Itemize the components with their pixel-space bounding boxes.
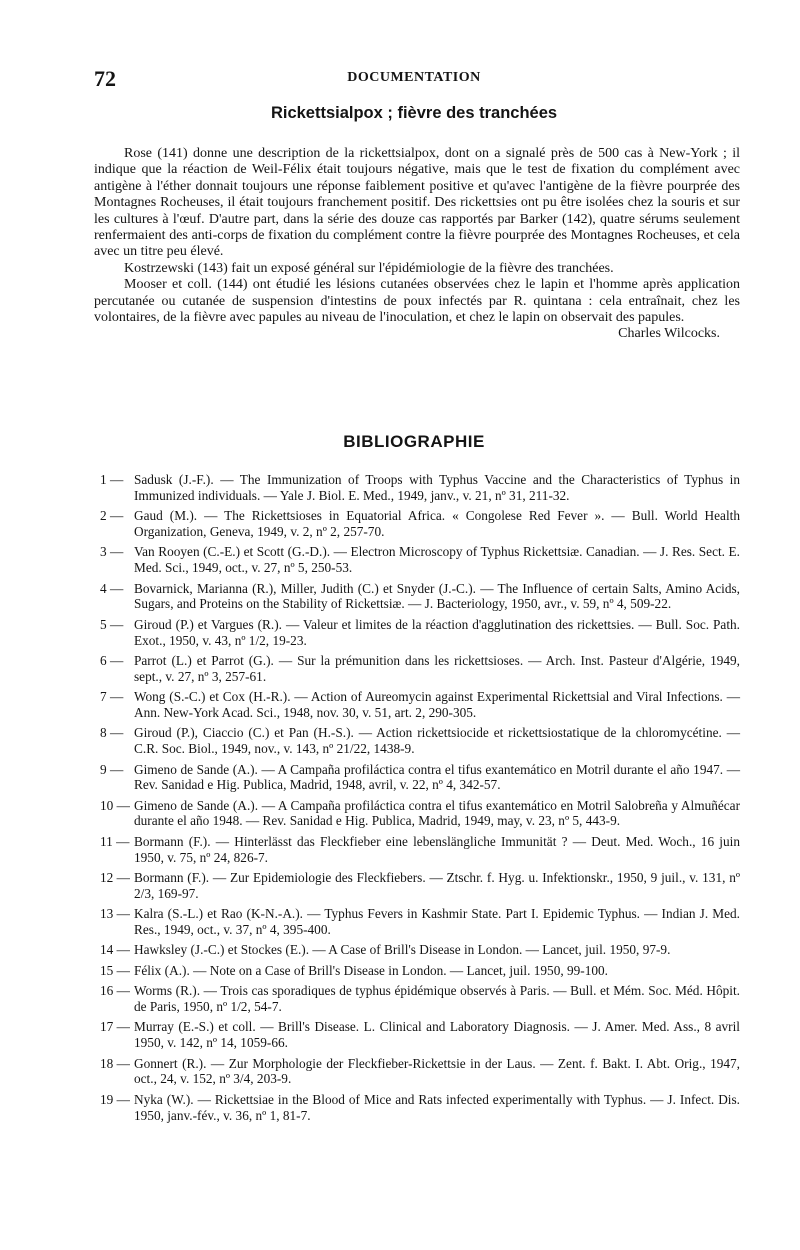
entry-text: Giroud (P.) et Vargues (R.). — Valeur et limites de la réaction d'agglutination des rickettsies. — Bull. Soc. Path. Exot., 1950, v. 43, nº 1/2, 19-23. [134, 616, 740, 648]
bibliography-entry [100, 1019, 740, 1051]
entry-text: Gimeno de Sande (A.). — A Campaña profiláctica contra el tifus exantemático en Motril Salobreña y Almuñécar durante el año 1948. — Rev. Sanidad e Hig. Publica, Madrid, 1949, may, v. 23, nº 5, 443-9. [134, 797, 740, 829]
entry-text: Hawksley (J.-C.) et Stockes (E.). — A Case of Brill's Disease in London. — Lancet, juil. 1950, 97-9. [134, 942, 671, 958]
bibliography-entry [100, 581, 740, 613]
entry-text: Bovarnick, Marianna (R.), Miller, Judith (C.) et Snyder (J.-C.). — The Influence of certain Salts, Amino Acids, Sugars, and Proteins on the Stability of Rickettsiæ. — J. Bacteriology, 1950, avr., v. 59, nº 4, 509-22. [134, 580, 740, 612]
bibliography-entry [100, 1056, 740, 1088]
entry-text: Murray (E.-S.) et coll. — Brill's Disease. L. Clinical and Laboratory Diagnosis. — J. Amer. Med. Ass., 8 avril 1950, v. 142, nº 14, 1059-66. [134, 1019, 740, 1051]
entry-text: Van Rooyen (C.-E.) et Scott (G.-D.). — Electron Microscopy of Typhus Rickettsiæ. Canadian. — J. Res. Sect. E. Med. Sci., 1949, oct., v. 27, nº 5, 250-53. [134, 544, 740, 576]
entry-number: 18 — [100, 1055, 130, 1071]
bibliography-entry [100, 983, 740, 1015]
bibliography-entry [100, 798, 740, 830]
entry-number: 5 — [100, 616, 124, 632]
paragraph-kostrzewski: Kostrzewski (143) fait un exposé général sur l'épidémiologie de la fièvre des tranchées. [124, 260, 614, 276]
entry-number: 3 — [100, 544, 124, 560]
bibliography-entry [100, 508, 740, 540]
entry-number: 12 — [100, 870, 130, 886]
entry-text: Giroud (P.), Ciaccio (C.) et Pan (H.-S.). — Action rickettsiocide et rickettsiostatique de la chloromycétine. — C.R. Soc. Biol., 1949, nov., v. 143, nº 21/22, 1438-9. [134, 725, 740, 757]
entry-number: 9 — [100, 761, 124, 777]
bibliography-entry [100, 834, 740, 866]
entry-number: 16 — [100, 983, 130, 999]
bibliography-entry [100, 942, 740, 958]
author-signature: Charles Wilcocks. [618, 326, 720, 342]
bibliography-entry [100, 617, 740, 649]
entry-number: 7 — [100, 689, 124, 705]
bibliography-entry [100, 653, 740, 685]
entry-number: 11 — [100, 833, 130, 849]
entry-number: 10 — [100, 797, 130, 813]
page-number: 72 [94, 66, 116, 91]
bibliography-entry [100, 725, 740, 757]
bibliography-title: BIBLIOGRAPHIE [343, 432, 485, 451]
bibliography-entry [100, 472, 740, 504]
paragraph-mooser: Mooser et coll. (144) ont étudié les lésions cutanées observées chez le lapin et l'homme après application percutanée ou cutanée de suspension d'intestins de poux infectés par R. quintana : cela entraînait, chez les volontaires, de la fièvre avec papules au niveau de l'inoculation, et chez le lapin on observait des papules. [94, 277, 740, 326]
entry-number: 4 — [100, 580, 124, 596]
entry-number: 6 — [100, 652, 124, 668]
entry-number: 13 — [100, 906, 130, 922]
entry-number: 17 — [100, 1019, 130, 1035]
entry-text: Félix (A.). — Note on a Case of Brill's Disease in London. — Lancet, juil. 1950, 99-100. [134, 962, 608, 978]
entry-text: Kalra (S.-L.) et Rao (K-N.-A.). — Typhus Fevers in Kashmir State. Part I. Epidemic Typhus. — Indian J. Med. Res., 1949, oct., v. 37, nº 4, 395-400. [134, 906, 740, 938]
entry-number: 8 — [100, 725, 124, 741]
bibliography-entry [100, 544, 740, 576]
entry-number: 2 — [100, 508, 124, 524]
bibliography-list [100, 472, 740, 1128]
entry-text: Gaud (M.). — The Rickettsioses in Equatorial Africa. « Congolese Red Fever ». — Bull. World Health Organization, Geneva, 1949, v. 2, nº 2, 257-70. [134, 508, 740, 539]
entry-text: Parrot (L.) et Parrot (G.). — Sur la prémunition dans les rickettsioses. — Arch. Inst. Pasteur d'Algérie, 1949, sept., v. 27, nº 3, 257-61. [134, 652, 740, 684]
page-header [94, 66, 734, 90]
entry-text: Worms (R.). — Trois cas sporadiques de typhus épidémique observés à Paris. — Bull. et Mém. Soc. Méd. Hôpit. de Paris, 1950, nº 1/2, 54-7. [134, 983, 740, 1015]
entry-text: Sadusk (J.-F.). — The Immunization of Troops with Typhus Vaccine and the Characteristics of Typhus in Immunized individuals. — Yale J. Biol. E. Med., 1949, janv., v. 21, nº 31, 211-32. [134, 472, 740, 503]
entry-number: 19 — [100, 1091, 130, 1107]
entry-text: Bormann (F.). — Zur Epidemiologie des Fleckfiebers. — Ztschr. f. Hyg. u. Infektionskr., 1950, 9 juil., v. 131, nº 2/3, 169-97. [134, 870, 740, 901]
entry-number: 15 — [100, 962, 130, 978]
entry-text: Gimeno de Sande (A.). — A Campaña profiláctica contra el tifus exantemático en Motril durante el año 1947. — Rev. Sanidad e Hig. Publica, Madrid, 1948, avril, v. 22, nº 4, 342-57. [134, 761, 740, 793]
bibliography-entry [100, 963, 740, 979]
paragraph-rose: Rose (141) donne une description de la rickettsialpox, dont on a signalé près de 500 cas à New-York ; il indique que la réaction de Weil-Félix était toujours négative, mais que le test de fixation du complément avec antigène à l'éther donnait toujours une réponse faiblement positive et qu'avec l'antigène de la fièvre pourprée des Montagnes Rocheuses, il était toujours franchement positif. Des rickettsies ont pu être isolées chez la souris et sur les cultures à l'œuf. D'autre part, dans la série des douze cas rapportés par Barker (142), quatre sérums seulement renfermaient des anti-corps de fixation du complément contre la fièvre pourprée des Montagnes Rocheuses, et cela avec un titre peu élevé. [94, 146, 740, 260]
bibliography-entry [100, 1092, 740, 1124]
bibliography-entry [100, 906, 740, 938]
entry-text: Wong (S.-C.) et Cox (H.-R.). — Action of Aureomycin against Experimental Rickettsial and Viral Infections. — Ann. New-York Acad. Sci., 1948, nov. 30, v. 51, art. 2, 290-305. [134, 689, 740, 720]
entry-number: 1 — [100, 472, 124, 487]
entry-text: Bormann (F.). — Hinterlässt das Fleckfieber eine lebenslängliche Immunität ? — Deut. Med. Woch., 16 juin 1950, v. 75, nº 24, 826-7. [134, 833, 740, 865]
section-body [94, 146, 740, 343]
bibliography-entry [100, 870, 740, 902]
entry-text: Gonnert (R.). — Zur Morphologie der Fleckfieber-Rickettsie in der Laus. — Zent. f. Bakt. I. Abt. Orig., 1947, oct., 24, v. 152, nº 3/4, 203-9. [134, 1055, 740, 1087]
entry-text: Nyka (W.). — Rickettsiae in the Blood of Mice and Rats infected experimentally with Typhus. — J. Infect. Dis. 1950, janv.-fév., v. 36, nº 1, 81-7. [134, 1091, 740, 1123]
running-head: DOCUMENTATION [347, 70, 481, 85]
entry-number: 14 — [100, 942, 130, 958]
bibliography-entry [100, 689, 740, 721]
section-title: Rickettsialpox ; fièvre des tranchées [270, 104, 558, 122]
bibliography-entry [100, 762, 740, 794]
